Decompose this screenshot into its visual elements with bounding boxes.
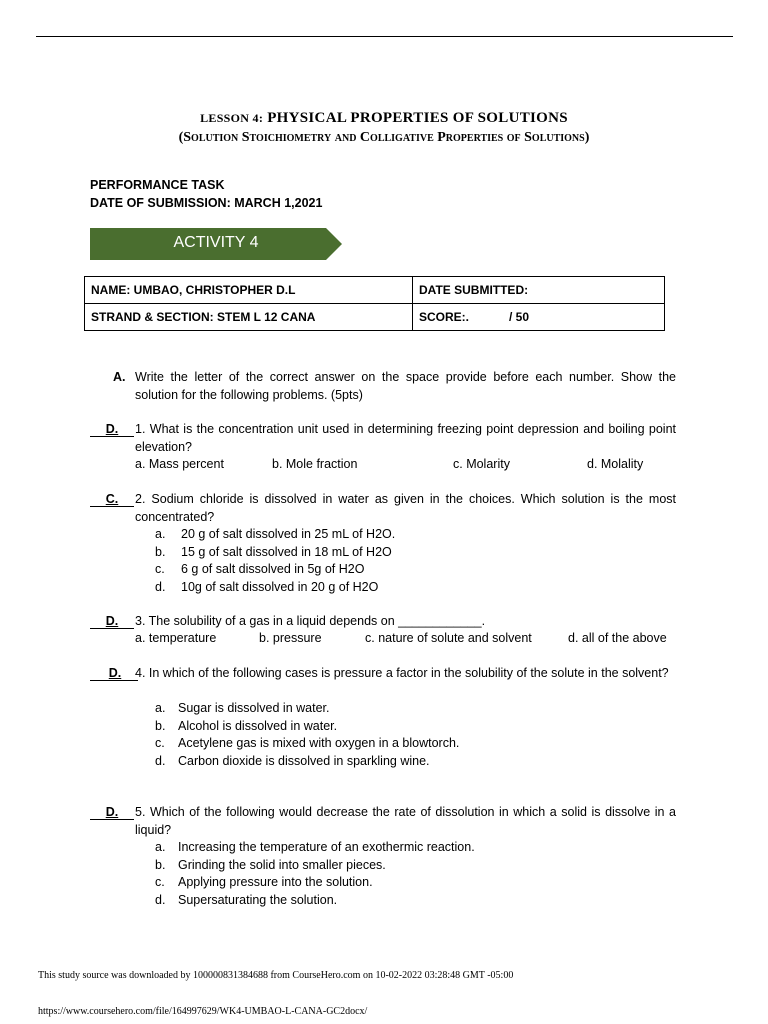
q1-option-d: d. Molality <box>587 457 644 471</box>
q1-option-a: a. Mass percent <box>135 457 224 471</box>
lesson-title <box>0 110 768 127</box>
question-5-text: 5. Which of the following would decrease the rate of dissolution in which a solid is dissolve in a liquid? <box>135 805 676 837</box>
name-cell: NAME: UMBAO, CHRISTOPHER D.L <box>85 277 413 304</box>
student-info-table <box>84 276 665 331</box>
answer-line-5 <box>90 804 134 820</box>
question-3-text: 3. The solubility of a gas in a liquid depends on ____________. <box>135 614 486 628</box>
question-2-text: 2. Sodium chloride is dissolved in water as given in the choices. Which solution is the most concentrated? <box>135 492 676 524</box>
table-row <box>85 277 665 304</box>
source-url[interactable]: https://www.coursehero.com/file/164997629/WK4-UMBAO-L-CANA-GC2docx/ <box>38 1006 368 1017</box>
answer-3: D. <box>105 614 119 628</box>
q3-option-d: d. all of the above <box>568 631 667 645</box>
q3-option-b: b. pressure <box>259 631 322 645</box>
activity-banner <box>90 228 342 260</box>
question-1-text: 1. What is the concentration unit used in determining freezing point depression and boiling point elevation? <box>135 422 676 454</box>
instructions-text: Write the letter of the correct answer on the space provide before each number. Show the solution for the following problems. (5pts) <box>135 370 676 402</box>
answer-2: C. <box>105 492 119 506</box>
strand-cell: STRAND & SECTION: STEM L 12 CANA <box>85 304 413 331</box>
submission-date: DATE OF SUBMISSION: MARCH 1,2021 <box>90 196 323 210</box>
lesson-number: LESSON 4: <box>200 111 264 125</box>
activity-label: ACTIVITY 4 <box>173 234 259 251</box>
score-cell: SCORE:. / 50 <box>413 304 665 331</box>
answer-line-4 <box>90 665 138 681</box>
q3-option-a: a. temperature <box>135 631 217 645</box>
answer-5: D. <box>105 805 119 819</box>
answer-line-3 <box>90 613 134 629</box>
section-letter: A. <box>113 370 126 384</box>
q1-option-c: c. Molarity <box>453 457 510 471</box>
lesson-topic: PHYSICAL PROPERTIES OF SOLUTIONS <box>267 110 568 126</box>
table-row <box>85 304 665 331</box>
q1-option-b: b. Mole fraction <box>272 457 358 471</box>
answer-line-1 <box>90 421 134 437</box>
task-label: PERFORMANCE TASK <box>90 178 225 192</box>
answer-line-2 <box>90 491 134 507</box>
answer-4: D. <box>108 666 122 680</box>
download-notice: This study source was downloaded by 100000831384688 from CourseHero.com on 10-02-2022 03:28:48 GMT -05:00 <box>38 970 514 981</box>
lesson-subtitle: (Solution Stoichiometry and Colligative Properties of Solutions) <box>178 130 590 145</box>
question-4-text: 4. In which of the following cases is pressure a factor in the solubility of the solute in the solvent? <box>135 666 669 680</box>
date-submitted-cell: DATE SUBMITTED: <box>413 277 665 304</box>
top-rule <box>36 36 733 37</box>
answer-1: D. <box>105 422 119 436</box>
q3-option-c: c. nature of solute and solvent <box>365 631 532 645</box>
